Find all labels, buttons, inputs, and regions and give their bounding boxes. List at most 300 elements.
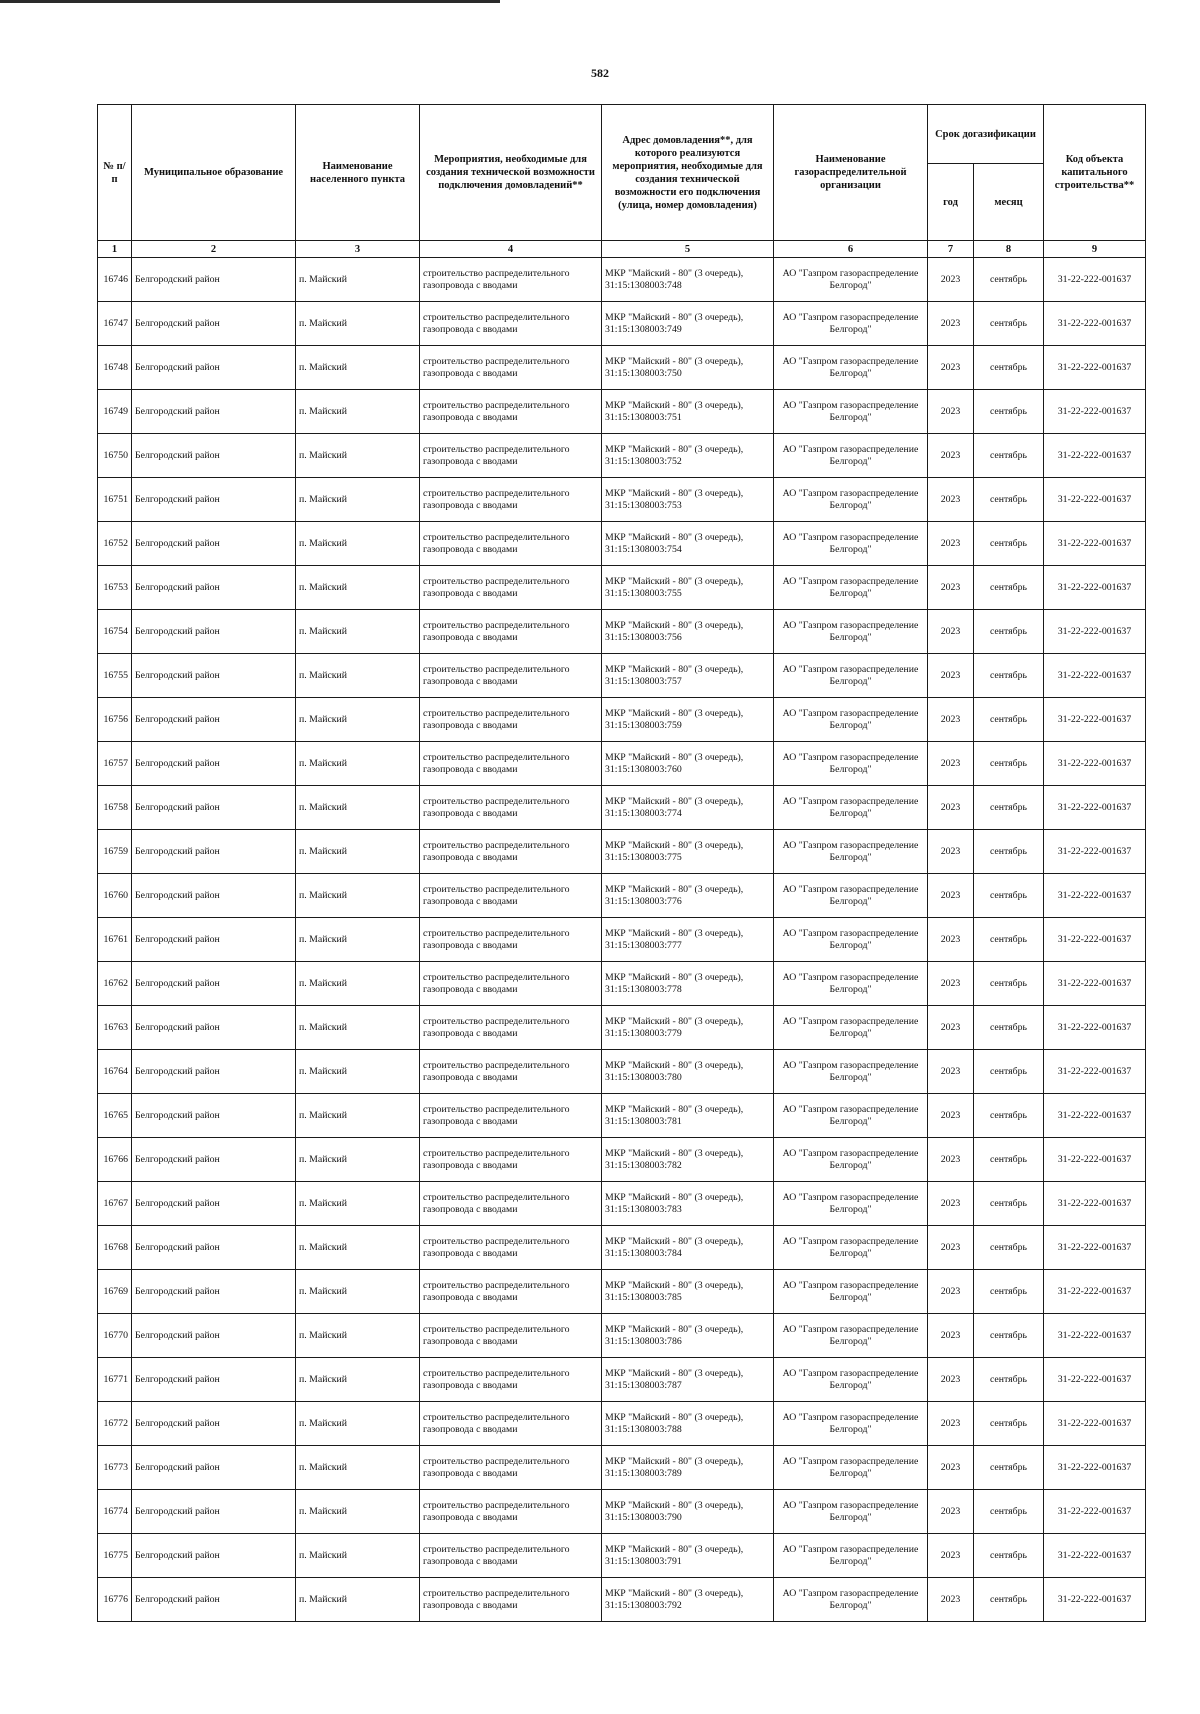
cell-settlement: п. Майский xyxy=(296,830,420,874)
cell-settlement: п. Майский xyxy=(296,1270,420,1314)
table-row xyxy=(98,390,1146,434)
cell-settlement: п. Майский xyxy=(296,566,420,610)
cell-month: сентябрь xyxy=(974,610,1044,654)
cell-month: сентябрь xyxy=(974,742,1044,786)
cell-object-code: 31-22-222-001637 xyxy=(1044,522,1146,566)
cell-object-code: 31-22-222-001637 xyxy=(1044,1226,1146,1270)
cell-settlement: п. Майский xyxy=(296,346,420,390)
cell-measure: строительство распределительного газопровода с вводами xyxy=(420,522,602,566)
cell-settlement: п. Майский xyxy=(296,1094,420,1138)
cell-object-code: 31-22-222-001637 xyxy=(1044,390,1146,434)
cell-settlement: п. Майский xyxy=(296,1446,420,1490)
cell-address: МКР "Майский - 80" (3 очередь), 31:15:1308003:780 xyxy=(602,1050,774,1094)
cell-year: 2023 xyxy=(928,1094,974,1138)
cell-object-code: 31-22-222-001637 xyxy=(1044,258,1146,302)
cell-row-number: 16754 xyxy=(98,610,132,654)
cell-row-number: 16776 xyxy=(98,1578,132,1622)
cell-municipality: Белгородский район xyxy=(132,742,296,786)
cell-gas-org: АО "Газпром газораспределение Белгород" xyxy=(774,742,928,786)
table-row xyxy=(98,1006,1146,1050)
cell-gas-org: АО "Газпром газораспределение Белгород" xyxy=(774,1314,928,1358)
cell-municipality: Белгородский район xyxy=(132,1490,296,1534)
cell-year: 2023 xyxy=(928,478,974,522)
cell-month: сентябрь xyxy=(974,1138,1044,1182)
cell-row-number: 16773 xyxy=(98,1446,132,1490)
cell-year: 2023 xyxy=(928,1270,974,1314)
cell-object-code: 31-22-222-001637 xyxy=(1044,1182,1146,1226)
cell-year: 2023 xyxy=(928,1490,974,1534)
cell-municipality: Белгородский район xyxy=(132,918,296,962)
cell-year: 2023 xyxy=(928,1182,974,1226)
cell-gas-org: АО "Газпром газораспределение Белгород" xyxy=(774,654,928,698)
cell-month: сентябрь xyxy=(974,434,1044,478)
cell-month: сентябрь xyxy=(974,1006,1044,1050)
cell-year: 2023 xyxy=(928,566,974,610)
cell-year: 2023 xyxy=(928,610,974,654)
cell-year: 2023 xyxy=(928,258,974,302)
table-row xyxy=(98,1138,1146,1182)
cell-measure: строительство распределительного газопровода с вводами xyxy=(420,302,602,346)
cell-measure: строительство распределительного газопровода с вводами xyxy=(420,346,602,390)
cell-row-number: 16760 xyxy=(98,874,132,918)
cell-address: МКР "Майский - 80" (3 очередь), 31:15:1308003:751 xyxy=(602,390,774,434)
cell-municipality: Белгородский район xyxy=(132,1534,296,1578)
cell-measure: строительство распределительного газопровода с вводами xyxy=(420,742,602,786)
cell-municipality: Белгородский район xyxy=(132,1094,296,1138)
cell-month: сентябрь xyxy=(974,918,1044,962)
cell-row-number: 16774 xyxy=(98,1490,132,1534)
cell-object-code: 31-22-222-001637 xyxy=(1044,654,1146,698)
cell-address: МКР "Майский - 80" (3 очередь), 31:15:1308003:759 xyxy=(602,698,774,742)
cell-gas-org: АО "Газпром газораспределение Белгород" xyxy=(774,1270,928,1314)
cell-municipality: Белгородский район xyxy=(132,478,296,522)
page-number: 582 xyxy=(591,66,609,80)
cell-month: сентябрь xyxy=(974,1358,1044,1402)
cell-object-code: 31-22-222-001637 xyxy=(1044,434,1146,478)
cell-settlement: п. Майский xyxy=(296,1182,420,1226)
cell-settlement: п. Майский xyxy=(296,962,420,1006)
cell-municipality: Белгородский район xyxy=(132,1182,296,1226)
header-gas-org: Наименование газораспределительной организации xyxy=(774,105,928,241)
cell-gas-org: АО "Газпром газораспределение Белгород" xyxy=(774,1446,928,1490)
cell-address: МКР "Майский - 80" (3 очередь), 31:15:1308003:779 xyxy=(602,1006,774,1050)
cell-month: сентябрь xyxy=(974,786,1044,830)
cell-object-code: 31-22-222-001637 xyxy=(1044,478,1146,522)
cell-settlement: п. Майский xyxy=(296,522,420,566)
cell-month: сентябрь xyxy=(974,566,1044,610)
cell-year: 2023 xyxy=(928,654,974,698)
cell-settlement: п. Майский xyxy=(296,1050,420,1094)
table-row xyxy=(98,1446,1146,1490)
cell-measure: строительство распределительного газопровода с вводами xyxy=(420,830,602,874)
table-row xyxy=(98,698,1146,742)
cell-address: МКР "Майский - 80" (3 очередь), 31:15:1308003:776 xyxy=(602,874,774,918)
cell-settlement: п. Майский xyxy=(296,610,420,654)
cell-municipality: Белгородский район xyxy=(132,1138,296,1182)
cell-object-code: 31-22-222-001637 xyxy=(1044,830,1146,874)
cell-measure: строительство распределительного газопровода с вводами xyxy=(420,1314,602,1358)
table-row xyxy=(98,654,1146,698)
cell-measure: строительство распределительного газопровода с вводами xyxy=(420,962,602,1006)
cell-address: МКР "Майский - 80" (3 очередь), 31:15:1308003:774 xyxy=(602,786,774,830)
table-row xyxy=(98,1358,1146,1402)
column-number-row xyxy=(98,241,1146,258)
cell-settlement: п. Майский xyxy=(296,1358,420,1402)
cell-year: 2023 xyxy=(928,962,974,1006)
cell-month: сентябрь xyxy=(974,1402,1044,1446)
cell-gas-org: АО "Газпром газораспределение Белгород" xyxy=(774,1006,928,1050)
table-row xyxy=(98,434,1146,478)
cell-settlement: п. Майский xyxy=(296,874,420,918)
cell-row-number: 16763 xyxy=(98,1006,132,1050)
cell-municipality: Белгородский район xyxy=(132,258,296,302)
table-row xyxy=(98,1094,1146,1138)
cell-settlement: п. Майский xyxy=(296,1578,420,1622)
table-row xyxy=(98,830,1146,874)
cell-municipality: Белгородский район xyxy=(132,1314,296,1358)
table-row xyxy=(98,346,1146,390)
cell-year: 2023 xyxy=(928,830,974,874)
cell-measure: строительство распределительного газопровода с вводами xyxy=(420,1226,602,1270)
cell-measure: строительство распределительного газопровода с вводами xyxy=(420,1138,602,1182)
cell-year: 2023 xyxy=(928,1314,974,1358)
cell-measure: строительство распределительного газопровода с вводами xyxy=(420,1358,602,1402)
cell-municipality: Белгородский район xyxy=(132,610,296,654)
cell-row-number: 16752 xyxy=(98,522,132,566)
cell-address: МКР "Майский - 80" (3 очередь), 31:15:1308003:757 xyxy=(602,654,774,698)
column-number: 8 xyxy=(974,241,1044,258)
header-month: месяц xyxy=(974,164,1044,241)
cell-row-number: 16769 xyxy=(98,1270,132,1314)
cell-object-code: 31-22-222-001637 xyxy=(1044,1006,1146,1050)
cell-month: сентябрь xyxy=(974,346,1044,390)
cell-object-code: 31-22-222-001637 xyxy=(1044,302,1146,346)
cell-settlement: п. Майский xyxy=(296,1138,420,1182)
cell-settlement: п. Майский xyxy=(296,786,420,830)
cell-municipality: Белгородский район xyxy=(132,1226,296,1270)
cell-month: сентябрь xyxy=(974,698,1044,742)
table-row xyxy=(98,962,1146,1006)
table-row xyxy=(98,610,1146,654)
cell-address: МКР "Майский - 80" (3 очередь), 31:15:1308003:787 xyxy=(602,1358,774,1402)
cell-municipality: Белгородский район xyxy=(132,1578,296,1622)
cell-gas-org: АО "Газпром газораспределение Белгород" xyxy=(774,1358,928,1402)
cell-year: 2023 xyxy=(928,390,974,434)
table-row xyxy=(98,258,1146,302)
cell-gas-org: АО "Газпром газораспределение Белгород" xyxy=(774,1138,928,1182)
cell-settlement: п. Майский xyxy=(296,918,420,962)
cell-year: 2023 xyxy=(928,1006,974,1050)
cell-gas-org: АО "Газпром газораспределение Белгород" xyxy=(774,566,928,610)
cell-settlement: п. Майский xyxy=(296,258,420,302)
cell-row-number: 16770 xyxy=(98,1314,132,1358)
cell-month: сентябрь xyxy=(974,258,1044,302)
cell-month: сентябрь xyxy=(974,1182,1044,1226)
column-number: 2 xyxy=(132,241,296,258)
cell-month: сентябрь xyxy=(974,478,1044,522)
cell-measure: строительство распределительного газопровода с вводами xyxy=(420,478,602,522)
cell-object-code: 31-22-222-001637 xyxy=(1044,874,1146,918)
header-object-code: Код объекта капитального строительства** xyxy=(1044,105,1146,241)
cell-municipality: Белгородский район xyxy=(132,302,296,346)
cell-gas-org: АО "Газпром газораспределение Белгород" xyxy=(774,830,928,874)
header-measures: Мероприятия, необходимые для создания технической возможности подключения домовладений** xyxy=(420,105,602,241)
cell-row-number: 16766 xyxy=(98,1138,132,1182)
cell-address: МКР "Майский - 80" (3 очередь), 31:15:1308003:778 xyxy=(602,962,774,1006)
cell-gas-org: АО "Газпром газораспределение Белгород" xyxy=(774,874,928,918)
cell-measure: строительство распределительного газопровода с вводами xyxy=(420,1094,602,1138)
cell-measure: строительство распределительного газопровода с вводами xyxy=(420,1270,602,1314)
cell-gas-org: АО "Газпром газораспределение Белгород" xyxy=(774,346,928,390)
cell-month: сентябрь xyxy=(974,874,1044,918)
cell-measure: строительство распределительного газопровода с вводами xyxy=(420,786,602,830)
table-row xyxy=(98,1402,1146,1446)
table-row xyxy=(98,1270,1146,1314)
cell-address: МКР "Майский - 80" (3 очередь), 31:15:1308003:753 xyxy=(602,478,774,522)
cell-object-code: 31-22-222-001637 xyxy=(1044,786,1146,830)
cell-gas-org: АО "Газпром газораспределение Белгород" xyxy=(774,1226,928,1270)
table-row xyxy=(98,1226,1146,1270)
cell-municipality: Белгородский район xyxy=(132,1050,296,1094)
cell-object-code: 31-22-222-001637 xyxy=(1044,1402,1146,1446)
cell-row-number: 16764 xyxy=(98,1050,132,1094)
cell-settlement: п. Майский xyxy=(296,1314,420,1358)
cell-gas-org: АО "Газпром газораспределение Белгород" xyxy=(774,786,928,830)
table-row xyxy=(98,302,1146,346)
cell-address: МКР "Майский - 80" (3 очередь), 31:15:1308003:783 xyxy=(602,1182,774,1226)
cell-measure: строительство распределительного газопровода с вводами xyxy=(420,1402,602,1446)
cell-measure: строительство распределительного газопровода с вводами xyxy=(420,1446,602,1490)
cell-municipality: Белгородский район xyxy=(132,434,296,478)
cell-row-number: 16757 xyxy=(98,742,132,786)
cell-row-number: 16759 xyxy=(98,830,132,874)
cell-municipality: Белгородский район xyxy=(132,346,296,390)
cell-municipality: Белгородский район xyxy=(132,830,296,874)
cell-month: сентябрь xyxy=(974,390,1044,434)
cell-gas-org: АО "Газпром газораспределение Белгород" xyxy=(774,390,928,434)
cell-object-code: 31-22-222-001637 xyxy=(1044,1534,1146,1578)
cell-month: сентябрь xyxy=(974,654,1044,698)
column-number: 1 xyxy=(98,241,132,258)
cell-row-number: 16772 xyxy=(98,1402,132,1446)
cell-settlement: п. Майский xyxy=(296,1534,420,1578)
cell-measure: строительство распределительного газопровода с вводами xyxy=(420,1182,602,1226)
cell-month: сентябрь xyxy=(974,1534,1044,1578)
cell-year: 2023 xyxy=(928,918,974,962)
cell-object-code: 31-22-222-001637 xyxy=(1044,1270,1146,1314)
cell-row-number: 16767 xyxy=(98,1182,132,1226)
cell-address: МКР "Майский - 80" (3 очередь), 31:15:1308003:760 xyxy=(602,742,774,786)
table-row xyxy=(98,1490,1146,1534)
cell-address: МКР "Майский - 80" (3 очередь), 31:15:1308003:748 xyxy=(602,258,774,302)
cell-month: сентябрь xyxy=(974,1578,1044,1622)
cell-measure: строительство распределительного газопровода с вводами xyxy=(420,434,602,478)
cell-measure: строительство распределительного газопровода с вводами xyxy=(420,918,602,962)
cell-settlement: п. Майский xyxy=(296,1226,420,1270)
header-municipality: Муниципальное образование xyxy=(132,105,296,241)
column-number: 4 xyxy=(420,241,602,258)
cell-measure: строительство распределительного газопровода с вводами xyxy=(420,258,602,302)
table-row xyxy=(98,874,1146,918)
table-row xyxy=(98,1050,1146,1094)
cell-object-code: 31-22-222-001637 xyxy=(1044,1490,1146,1534)
cell-year: 2023 xyxy=(928,874,974,918)
cell-row-number: 16747 xyxy=(98,302,132,346)
table-row xyxy=(98,478,1146,522)
cell-settlement: п. Майский xyxy=(296,390,420,434)
cell-year: 2023 xyxy=(928,1358,974,1402)
cell-measure: строительство распределительного газопровода с вводами xyxy=(420,874,602,918)
table-header xyxy=(98,105,1146,258)
cell-gas-org: АО "Газпром газораспределение Белгород" xyxy=(774,1050,928,1094)
table-row xyxy=(98,918,1146,962)
cell-month: сентябрь xyxy=(974,830,1044,874)
cell-year: 2023 xyxy=(928,1226,974,1270)
cell-settlement: п. Майский xyxy=(296,1402,420,1446)
cell-measure: строительство распределительного газопровода с вводами xyxy=(420,1006,602,1050)
cell-gas-org: АО "Газпром газораспределение Белгород" xyxy=(774,918,928,962)
cell-municipality: Белгородский район xyxy=(132,786,296,830)
cell-month: сентябрь xyxy=(974,1050,1044,1094)
cell-year: 2023 xyxy=(928,1446,974,1490)
cell-month: сентябрь xyxy=(974,1446,1044,1490)
table-row xyxy=(98,566,1146,610)
table-row xyxy=(98,522,1146,566)
cell-object-code: 31-22-222-001637 xyxy=(1044,918,1146,962)
gasification-register-table xyxy=(97,104,1146,1622)
cell-object-code: 31-22-222-001637 xyxy=(1044,1358,1146,1402)
cell-year: 2023 xyxy=(928,302,974,346)
cell-address: МКР "Майский - 80" (3 очередь), 31:15:1308003:789 xyxy=(602,1446,774,1490)
cell-settlement: п. Майский xyxy=(296,742,420,786)
cell-year: 2023 xyxy=(928,1578,974,1622)
scan-edge-line xyxy=(0,0,500,3)
cell-address: МКР "Майский - 80" (3 очередь), 31:15:1308003:781 xyxy=(602,1094,774,1138)
cell-gas-org: АО "Газпром газораспределение Белгород" xyxy=(774,1578,928,1622)
cell-object-code: 31-22-222-001637 xyxy=(1044,1578,1146,1622)
column-number: 3 xyxy=(296,241,420,258)
cell-object-code: 31-22-222-001637 xyxy=(1044,1446,1146,1490)
table-row xyxy=(98,742,1146,786)
cell-settlement: п. Майский xyxy=(296,1490,420,1534)
cell-row-number: 16750 xyxy=(98,434,132,478)
cell-gas-org: АО "Газпром газораспределение Белгород" xyxy=(774,962,928,1006)
cell-gas-org: АО "Газпром газораспределение Белгород" xyxy=(774,478,928,522)
table-row xyxy=(98,786,1146,830)
cell-row-number: 16771 xyxy=(98,1358,132,1402)
header-address: Адрес домовладения**, для которого реализуются мероприятия, необходимые для создания технической возможности его подключения (улица, номер домовладения) xyxy=(602,105,774,241)
cell-measure: строительство распределительного газопровода с вводами xyxy=(420,654,602,698)
cell-municipality: Белгородский район xyxy=(132,1402,296,1446)
cell-gas-org: АО "Газпром газораспределение Белгород" xyxy=(774,1182,928,1226)
column-number: 7 xyxy=(928,241,974,258)
cell-object-code: 31-22-222-001637 xyxy=(1044,1314,1146,1358)
cell-measure: строительство распределительного газопровода с вводами xyxy=(420,1490,602,1534)
cell-settlement: п. Майский xyxy=(296,434,420,478)
cell-municipality: Белгородский район xyxy=(132,1446,296,1490)
cell-row-number: 16746 xyxy=(98,258,132,302)
cell-row-number: 16751 xyxy=(98,478,132,522)
cell-address: МКР "Майский - 80" (3 очередь), 31:15:1308003:752 xyxy=(602,434,774,478)
cell-gas-org: АО "Газпром газораспределение Белгород" xyxy=(774,258,928,302)
cell-settlement: п. Майский xyxy=(296,654,420,698)
cell-row-number: 16758 xyxy=(98,786,132,830)
cell-settlement: п. Майский xyxy=(296,1006,420,1050)
table-row xyxy=(98,1314,1146,1358)
cell-measure: строительство распределительного газопровода с вводами xyxy=(420,390,602,434)
cell-object-code: 31-22-222-001637 xyxy=(1044,962,1146,1006)
cell-settlement: п. Майский xyxy=(296,302,420,346)
cell-address: МКР "Майский - 80" (3 очередь), 31:15:1308003:785 xyxy=(602,1270,774,1314)
cell-address: МКР "Майский - 80" (3 очередь), 31:15:1308003:777 xyxy=(602,918,774,962)
cell-address: МКР "Майский - 80" (3 очередь), 31:15:1308003:786 xyxy=(602,1314,774,1358)
cell-gas-org: АО "Газпром газораспределение Белгород" xyxy=(774,1094,928,1138)
cell-object-code: 31-22-222-001637 xyxy=(1044,610,1146,654)
cell-row-number: 16748 xyxy=(98,346,132,390)
cell-measure: строительство распределительного газопровода с вводами xyxy=(420,1050,602,1094)
cell-address: МКР "Майский - 80" (3 очередь), 31:15:1308003:784 xyxy=(602,1226,774,1270)
cell-measure: строительство распределительного газопровода с вводами xyxy=(420,1578,602,1622)
cell-address: МКР "Майский - 80" (3 очередь), 31:15:1308003:790 xyxy=(602,1490,774,1534)
cell-address: МКР "Майский - 80" (3 очередь), 31:15:1308003:791 xyxy=(602,1534,774,1578)
cell-row-number: 16749 xyxy=(98,390,132,434)
cell-month: сентябрь xyxy=(974,522,1044,566)
cell-year: 2023 xyxy=(928,1138,974,1182)
header-year: год xyxy=(928,164,974,241)
table-row xyxy=(98,1578,1146,1622)
cell-object-code: 31-22-222-001637 xyxy=(1044,1138,1146,1182)
table-body xyxy=(98,258,1146,1622)
cell-month: сентябрь xyxy=(974,1226,1044,1270)
cell-gas-org: АО "Газпром газораспределение Белгород" xyxy=(774,698,928,742)
cell-row-number: 16753 xyxy=(98,566,132,610)
cell-gas-org: АО "Газпром газораспределение Белгород" xyxy=(774,522,928,566)
cell-gas-org: АО "Газпром газораспределение Белгород" xyxy=(774,434,928,478)
cell-year: 2023 xyxy=(928,742,974,786)
cell-settlement: п. Майский xyxy=(296,698,420,742)
cell-year: 2023 xyxy=(928,522,974,566)
cell-municipality: Белгородский район xyxy=(132,522,296,566)
cell-measure: строительство распределительного газопровода с вводами xyxy=(420,698,602,742)
header-settlement: Наименование населенного пункта xyxy=(296,105,420,241)
cell-year: 2023 xyxy=(928,698,974,742)
cell-row-number: 16761 xyxy=(98,918,132,962)
cell-row-number: 16756 xyxy=(98,698,132,742)
column-number: 5 xyxy=(602,241,774,258)
header-num: № п/п xyxy=(98,105,132,241)
cell-gas-org: АО "Газпром газораспределение Белгород" xyxy=(774,1534,928,1578)
cell-object-code: 31-22-222-001637 xyxy=(1044,1050,1146,1094)
cell-year: 2023 xyxy=(928,1534,974,1578)
column-number: 6 xyxy=(774,241,928,258)
cell-row-number: 16762 xyxy=(98,962,132,1006)
cell-year: 2023 xyxy=(928,434,974,478)
cell-municipality: Белгородский район xyxy=(132,1006,296,1050)
cell-month: сентябрь xyxy=(974,1314,1044,1358)
cell-gas-org: АО "Газпром газораспределение Белгород" xyxy=(774,1402,928,1446)
cell-measure: строительство распределительного газопровода с вводами xyxy=(420,566,602,610)
cell-settlement: п. Майский xyxy=(296,478,420,522)
cell-municipality: Белгородский район xyxy=(132,654,296,698)
cell-gas-org: АО "Газпром газораспределение Белгород" xyxy=(774,610,928,654)
cell-month: сентябрь xyxy=(974,302,1044,346)
cell-object-code: 31-22-222-001637 xyxy=(1044,346,1146,390)
cell-municipality: Белгородский район xyxy=(132,566,296,610)
cell-address: МКР "Майский - 80" (3 очередь), 31:15:1308003:788 xyxy=(602,1402,774,1446)
cell-municipality: Белгородский район xyxy=(132,390,296,434)
cell-municipality: Белгородский район xyxy=(132,874,296,918)
cell-address: МКР "Майский - 80" (3 очередь), 31:15:1308003:775 xyxy=(602,830,774,874)
